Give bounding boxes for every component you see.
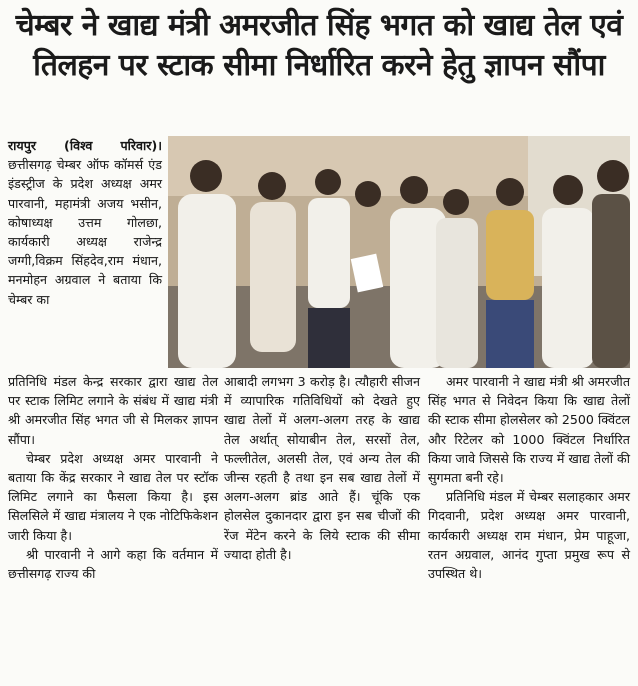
paragraph: प्रतिनिधि मंडल केन्द्र सरकार द्वारा खाद्य तेल पर स्टाक लिमिट लगाने के संबंध में खाद्य मंत्री श्री अमरजीत सिंह भगत जी से मिलकर ज्ञापन सौंपा। [8,374,218,447]
news-photo [168,136,630,368]
paragraph: आबादी लगभग 3 करोड़ है। त्यौहारी सीजन में व्यापारिक गतिविधियों को देखते हुए खाद्य तेलों में अलग-अलग तरह के खाद्य तेल अर्थात् सोयाबीन तेल, सरसों तेल, फल्लीतेल, अलसी तेल, एवं अन्य तेल की जीन्स रहती है तथा इन सब खाद्य तेलों में अलग-अलग ब्रांड आते हैं। चूंकि एक होलसेल दुकानदार द्वारा इन सब चीजों की रेंज मेंटेन करने के लिये स्टाक की सीमा ज्यादा होती है। [224,374,420,562]
delegation-photo-illustration [168,136,630,368]
paragraph: चेम्बर प्रदेश अध्यक्ष अमर पारवानी ने बताया कि केंद्र सरकार ने खाद्य तेल पर स्टॉक लिमिट लगाने का फैसला किया है। इस सिलसिले में खाद्य मंत्रालय ने एक नोटिफिकेशन जारी किया है। [8,450,218,543]
article-column-3 [428,372,630,583]
article-column-2 [224,372,420,564]
dateline: रायपुर (विश्व परिवार)। [8,138,162,153]
headline-line-1: चेम्बर ने खाद्य मंत्री अमरजीत सिंह भगत को खाद्य तेल एवं [15,8,623,43]
article-column-1-bottom [8,372,218,583]
paragraph: अमर पारवानी ने खाद्य मंत्री श्री अमरजीत सिंह भगत से निवेदन किया कि खाद्य तेलों की स्टाक सीमा होलसेलर को 2500 क्विंटल और रिटेलर को 1000 क्विंटल निर्धारित किया जावे जिससे कि राज्य में खाद्य तेलों की सुगमता बनी रहे। [428,374,630,486]
headline-line-2: तिलहन पर स्टाक सीमा निर्धारित करने हेतु ज्ञापन सौंपा [33,48,605,83]
article-col1-text: छत्तीसगढ़ चेम्बर ऑफ कॉमर्स एंड इंडस्ट्रीज के प्रदेश अध्यक्ष अमर पारवानी, महामंत्री अजय भसीन, कोषाध्यक्ष उत्तम गोलछा, कार्यकारी अध्यक्ष राजेन्द्र जग्गी,विक्रम सिंहदेव,राम मंधान, मनमोहन अग्रवाल ने बताया कि चेम्बर का [8,157,162,307]
paragraph: प्रतिनिधि मंडल में चेम्बर सलाहकार अमर गिदवानी, प्रदेश अध्यक्ष अमर पारवानी, कार्यकारी अध्यक्ष राम मंधान, प्रेम पाहूजा, रतन अग्रवाल, आनंद गुप्ता प्रमुख रूप से उपस्थित थे। [428,489,630,582]
headline [8,6,630,86]
paragraph: श्री पारवानी ने आगे कहा कि वर्तमान में छत्तीसगढ़ राज्य की [8,546,218,582]
article-column-1-top [8,136,162,309]
